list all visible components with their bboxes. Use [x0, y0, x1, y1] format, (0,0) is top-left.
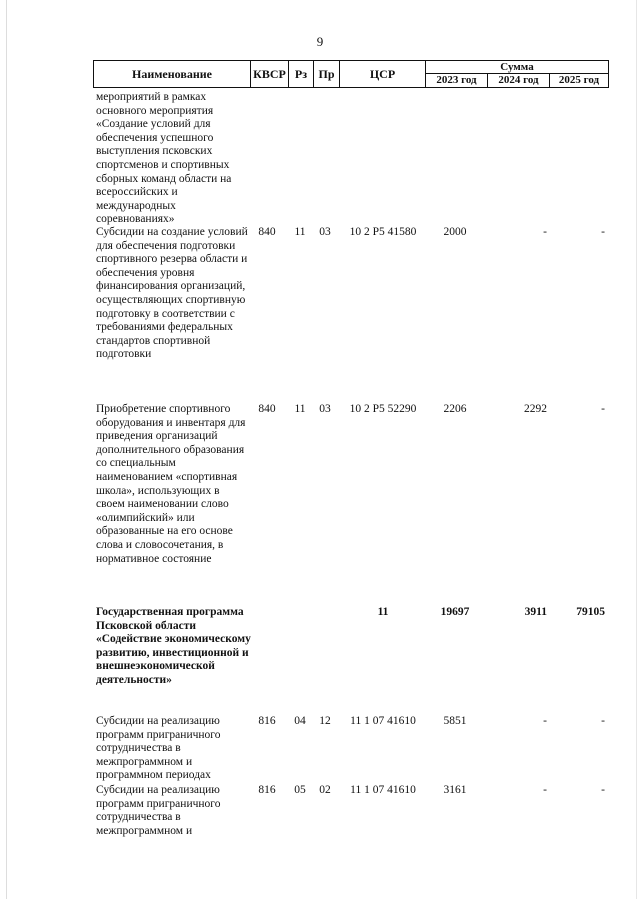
- row-csr: 11: [377, 606, 389, 618]
- scan-edge-left: [6, 0, 7, 899]
- row-name: Субсидии на создание условий для обеспечения подготовки спортивного резерва области и обеспечения уровня финансирования организаций, осуществляющих спортивную подготовку в соответствии с требованиями федеральных стандартов спортивной подготовки: [96, 226, 248, 361]
- row-pr: 03: [319, 403, 331, 415]
- page-number: 9: [316, 34, 324, 49]
- row-rz: 11: [294, 226, 306, 238]
- row-pr: 02: [319, 784, 331, 796]
- row-2024: -: [543, 226, 547, 238]
- row-kvsr: 840: [258, 403, 276, 415]
- row-name: Государственная программа Псковской области «Содействие экономическому развитию, инвестиционной и внешнеэкономической деятельности»: [96, 606, 251, 686]
- row-csr: 10 2 P5 52290: [349, 403, 417, 415]
- row-name: Приобретение спортивного оборудования и инвентаря для приведения организаций дополнительного образования со специальным наименованием «спортивная школа», использующих в своем наименовании слово «олимпийский» или образованные на его основе слова и словосочетания, в нормативное состояние: [96, 403, 246, 565]
- row-kvsr: 840: [258, 226, 276, 238]
- row-csr: 11 1 07 41610: [350, 715, 416, 727]
- row-kvsr: 816: [258, 784, 276, 796]
- row-pr: 03: [319, 226, 331, 238]
- row-name: Субсидии на реализацию программ приграничного сотрудничества в межпрограммном и: [96, 784, 221, 837]
- header-pr: Пр: [314, 61, 340, 87]
- header-sum: Сумма: [426, 61, 608, 74]
- header-year-2024: 2024 год: [488, 73, 550, 87]
- header-name: Наименование: [94, 61, 251, 87]
- row-2024: -: [543, 784, 547, 796]
- row-rz: 11: [294, 403, 306, 415]
- header-year-2023: 2023 год: [426, 73, 488, 87]
- row-2025: 79105: [576, 606, 605, 618]
- row-2024: -: [543, 715, 547, 727]
- header-year-2025: 2025 год: [558, 74, 600, 86]
- row-name: мероприятий в рамках основного мероприятия «Создание условий для обеспечения успешного выступления псковских спортсменов и спортивных сборных команд области на всероссийских и международных соревнованиях»: [96, 91, 232, 226]
- row-kvsr: 816: [258, 715, 276, 727]
- scan-edge-right: [636, 0, 637, 899]
- row-2025: -: [601, 715, 605, 727]
- row-2024: 3911: [524, 606, 547, 618]
- row-2025: -: [601, 403, 605, 415]
- row-name: Субсидии на реализацию программ приграничного сотрудничества в межпрограммном и программном периодах: [96, 715, 221, 782]
- row-2024: 2292: [524, 403, 547, 415]
- row-2025: -: [601, 226, 605, 238]
- row-csr: 10 2 P5 41580: [349, 226, 417, 238]
- row-2023: 2206: [443, 403, 467, 415]
- row-pr: 12: [319, 715, 331, 727]
- row-rz: 05: [294, 784, 306, 796]
- row-2023: 2000: [443, 226, 467, 238]
- row-2023: 19697: [440, 606, 470, 618]
- header-kvsr: КВСР: [251, 61, 289, 87]
- row-2023: 3161: [443, 784, 467, 796]
- row-2023: 5851: [443, 715, 467, 727]
- row-csr: 11 1 07 41610: [350, 784, 416, 796]
- row-rz: 04: [294, 715, 306, 727]
- header-rz: Рз: [289, 61, 314, 87]
- row-2025: -: [601, 784, 605, 796]
- table-header: [93, 60, 609, 88]
- header-csr: ЦСР: [340, 61, 426, 87]
